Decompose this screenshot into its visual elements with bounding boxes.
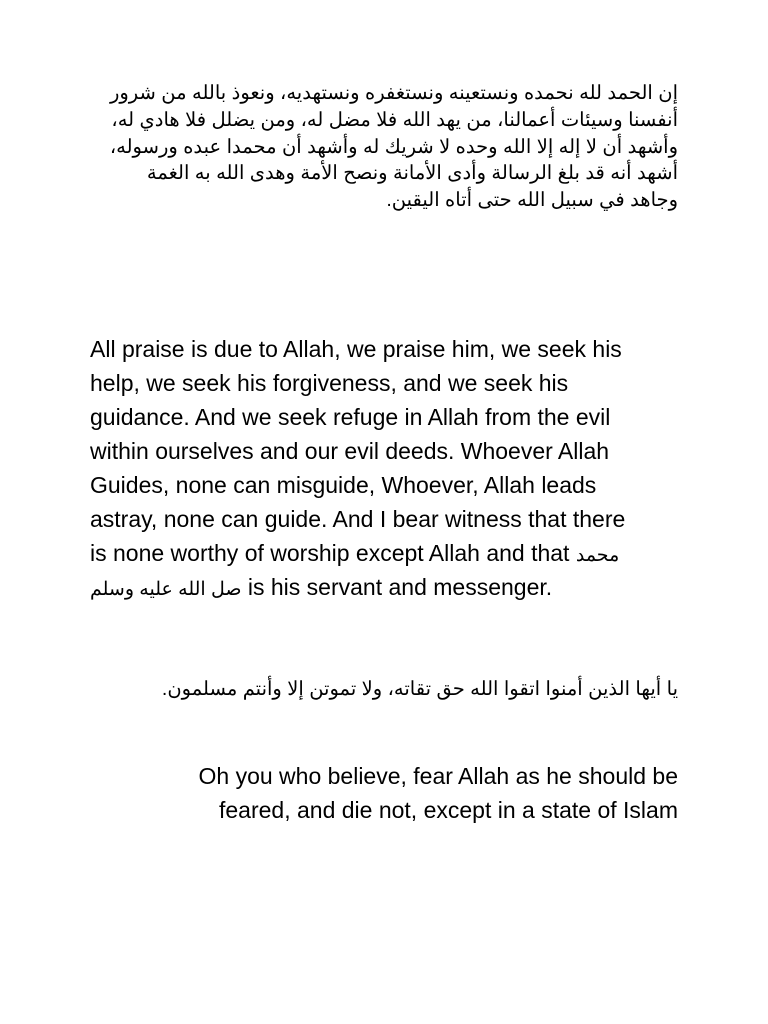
text-line: وجاهد في سبيل الله حتى أتاه اليقين. [386, 189, 678, 212]
text-segment: is none worthy of worship except Allah and that [90, 540, 570, 566]
text-line: help, we seek his forgiveness, and we seek his [90, 370, 569, 396]
text-line: feared, and die not, except in a state of Islam [218, 797, 678, 823]
arabic-verse [162, 676, 678, 703]
text-line: guidance. And we seek refuge in Allah from the evil [90, 404, 611, 430]
english-intro-paragraph [90, 332, 625, 604]
text-line: All praise is due to Allah, we praise him, we seek his [90, 336, 622, 362]
text-line: within ourselves and our evil deeds. Whoever Allah [90, 438, 610, 464]
arabic-salutation: صل الله عليه وسلم [90, 579, 242, 600]
text-line: يا أيها الذين أمنوا اتقوا الله حق تقاته، ولا تموتن إلا وأنتم مسلمون. [161, 678, 678, 700]
text-line: Oh you who believe, fear Allah as he should be [198, 763, 678, 789]
text-line [90, 536, 625, 570]
text-line: أنفسنا وسيئات أعمالنا، من يهد الله فلا مضل له، ومن يضلل فلا هادي له، [111, 108, 678, 131]
text-line: astray, none can guide. And I bear witness that there [90, 506, 626, 532]
arabic-name: محمد [575, 545, 620, 566]
text-line: أشهد أنه قد بلغ الرسالة وأدى الأمانة ونصح الأمة وهدى الله به الغمة [146, 162, 678, 185]
text-line [90, 570, 625, 604]
text-line: إن الحمد لله نحمده ونستعينه ونستغفره ونستهديه، ونعوذ بالله من شرور [109, 82, 678, 104]
text-segment: is his servant and messenger. [241, 574, 553, 600]
arabic-intro-paragraph [110, 80, 678, 214]
english-verse [199, 759, 679, 827]
text-line: وأشهد أن لا إله إلا الله وحده لا شريك له وأشهد أن محمدا عبده ورسوله، [109, 135, 678, 158]
text-line: Guides, none can misguide, Whoever, Allah leads [90, 472, 597, 498]
